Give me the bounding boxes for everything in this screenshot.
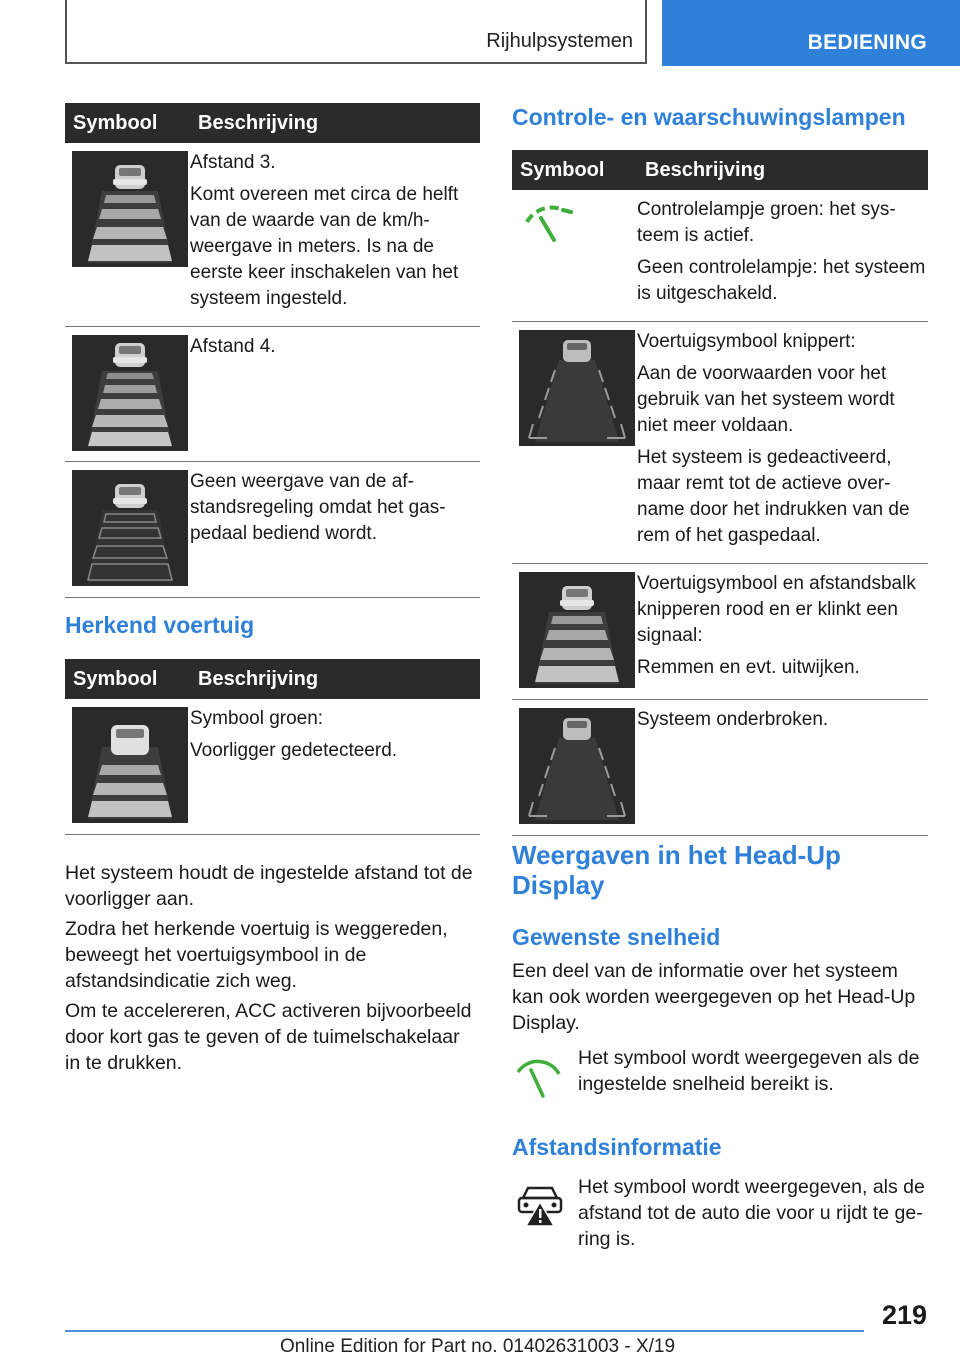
table-row: [65, 699, 480, 834]
column-header-description: Beschrijving: [190, 659, 480, 699]
header-chapter-box: [65, 0, 647, 64]
speed-reached-icon: [515, 1058, 565, 1100]
row-text: Geen controlelampje: het systeem is uitgeschakeld.: [637, 257, 926, 304]
vehicle-blinking-icon: [519, 330, 635, 446]
column-header-symbol: Symbool: [65, 659, 190, 699]
row-text: Remmen en evt. uitwijken.: [637, 657, 860, 678]
footer-divider: [65, 1330, 864, 1332]
row-text: Voertuigsymbool knippert:: [637, 331, 856, 352]
herkend-table: [65, 659, 480, 835]
section-heading-controle: Controle- en waarschuwingslampen: [512, 104, 906, 130]
paragraph: Zodra het herkende voertuig is weggereden, beweegt het voertuigsymbool in de afstandsindicatie zich weg.: [65, 918, 448, 992]
controle-table: [512, 150, 928, 836]
table-row: [65, 327, 480, 462]
row-text: Afstand 3.: [190, 152, 276, 173]
subheading-afstandsinformatie: Afstandsinformatie: [512, 1134, 722, 1160]
table-row: [65, 462, 480, 598]
column-header-symbol: Symbool: [512, 150, 637, 190]
section-title: BEDIENING: [807, 31, 927, 54]
paragraph: Het symbool wordt weergegeven als de ingestelde snelheid bereikt is.: [578, 1047, 920, 1095]
row-text: Voertuigsymbool en afstandsbalk knipperen rood en er klinkt een signaal:: [637, 573, 916, 646]
header-section-tab: [662, 0, 960, 66]
row-text: Komt overeen met circa de helft van de waarde van de km/h-weergave in meters. Is na de eerste keer inschakelen van het systeem ingesteld.: [190, 184, 459, 309]
paragraph: Het systeem houdt de ingestelde afstand tot de voorligger aan.: [65, 862, 473, 910]
row-text: Controlelampje groen: het systeem is actief.: [637, 199, 896, 246]
section-heading-herkend: Herkend voertuig: [65, 612, 255, 638]
row-text: Voorligger gedetecteerd.: [190, 740, 398, 761]
column-header-description: Beschrijving: [190, 103, 480, 143]
section-heading-hud: Weergaven in het Head-Up Display: [512, 840, 841, 900]
row-text: Aan de voorwaarden voor het gebruik van het systeem wordt niet meer voldaan.: [637, 363, 895, 436]
table-row: [512, 190, 928, 322]
table-row: [512, 322, 928, 564]
subheading-gewenste-snelheid: Gewenste snelheid: [512, 924, 721, 950]
row-text: Systeem onderbroken.: [637, 709, 829, 730]
table-row: [65, 143, 480, 327]
table-row: [512, 700, 928, 836]
row-text: Afstand 4.: [190, 336, 276, 357]
row-text: Geen weergave van de afstandsregeling omdat het gaspedaal bediend wordt.: [190, 471, 446, 544]
speedometer-green-icon: [519, 200, 635, 260]
acc-distance-3-icon: [72, 151, 188, 267]
page-number: 219: [881, 1300, 927, 1330]
column-header-symbol: Symbool: [65, 103, 190, 143]
paragraph: Een deel van de informatie over het systeem kan ook worden weergegeven op het Head-Up Display.: [512, 960, 916, 1034]
acc-distance-off-icon: [72, 470, 188, 586]
column-header-description: Beschrijving: [637, 150, 928, 190]
row-text: Het systeem is gedeactiveerd, maar remt tot de actieve overname door het indrukken van de rem of het gaspedaal.: [637, 447, 910, 546]
acc-distance-4-icon: [72, 335, 188, 451]
vehicle-detected-icon: [72, 707, 188, 823]
footer-edition: Online Edition for Part no. 01402631003 - X/19: [280, 1336, 676, 1357]
paragraph: Het symbool wordt weergegeven, als de afstand tot de auto die voor u rijdt te gering is.: [578, 1176, 925, 1250]
paragraph: Om te accelereren, ACC activeren bijvoorbeeld door kort gas te geven of de tuimelschakelaar in te drukken.: [65, 1000, 472, 1074]
row-text: Symbool groen:: [190, 708, 324, 729]
vehicle-distance-red-icon: [519, 572, 635, 688]
distance-warning-icon: [515, 1180, 565, 1228]
table-row: [512, 564, 928, 700]
distance-table: [65, 103, 480, 598]
chapter-title: Rijhulpsystemen: [486, 30, 633, 52]
system-interrupted-icon: [519, 708, 635, 824]
